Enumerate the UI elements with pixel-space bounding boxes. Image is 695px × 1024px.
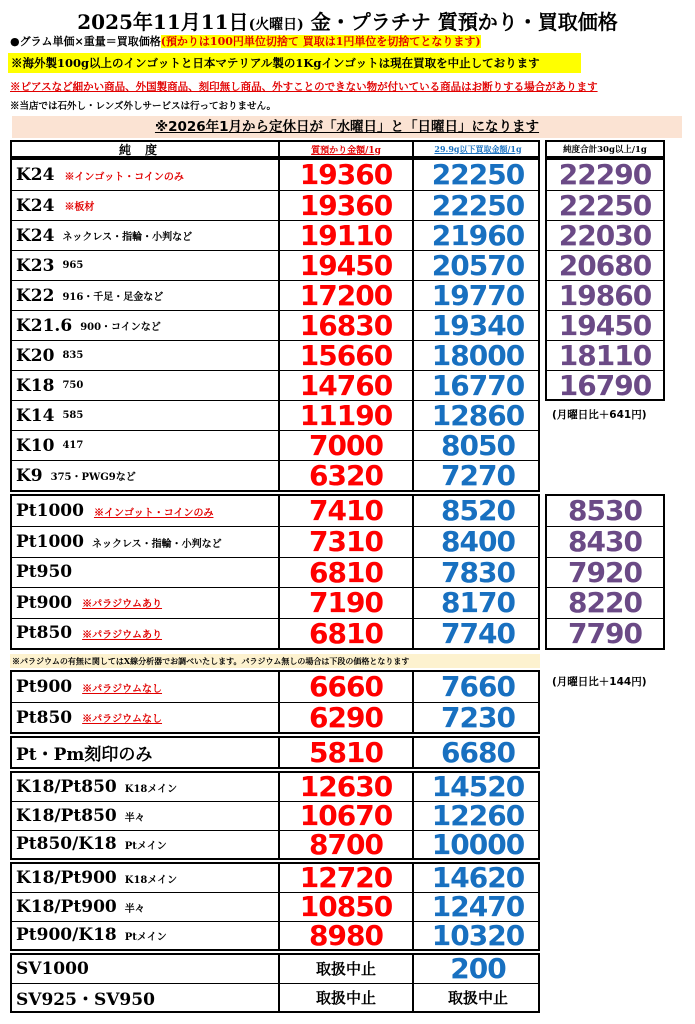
pawn-price: 7310 <box>309 525 383 559</box>
purity-cell <box>12 558 280 587</box>
purity-cell <box>12 588 280 617</box>
silver-price-table <box>10 953 540 1013</box>
column-header-buy: 29.9g以下買取金額/1g <box>434 143 522 154</box>
bulk-price-row <box>547 496 663 526</box>
purity-note: ※パラジウムなし <box>82 683 163 695</box>
purity-cell <box>12 160 280 190</box>
pawn-price: 取扱中止 <box>315 989 376 1007</box>
price-row <box>12 702 538 732</box>
buy-price: 12260 <box>431 799 525 833</box>
purity-label: K24 <box>16 165 55 185</box>
bulk-price: 16790 <box>558 369 652 402</box>
purity-cell <box>12 281 280 310</box>
formula-note-red: (預かりは100円単位切捨て 買取は1円単位を切捨てとなります) <box>160 35 481 48</box>
buy-price: 8170 <box>441 586 515 620</box>
purity-label: K20 <box>16 345 55 366</box>
pawn-price-cell <box>280 616 414 650</box>
purity-label: Pt900/K18 <box>16 925 117 946</box>
price-row <box>12 557 538 587</box>
bulk-price: 19860 <box>558 279 652 312</box>
pawn-price-cell <box>280 311 414 340</box>
purity-note: K18メイン <box>124 783 178 795</box>
pawn-price-cell <box>280 770 414 803</box>
price-row <box>12 983 538 1011</box>
price-row <box>12 770 538 803</box>
price-row <box>12 890 538 924</box>
buy-price-cell <box>414 221 542 250</box>
purity-note: 375・PWG9など <box>50 472 136 483</box>
pawn-price-cell <box>280 555 414 589</box>
price-row <box>12 952 538 985</box>
purity-note: 835 <box>62 350 84 361</box>
price-row <box>12 460 538 490</box>
price-row <box>12 400 538 430</box>
price-row <box>12 618 538 648</box>
buy-price-cell <box>414 371 542 400</box>
buy-price-cell <box>414 952 542 985</box>
purity-note: ※パラジウムあり <box>82 629 163 641</box>
buy-price: 21960 <box>431 219 525 252</box>
price-row <box>12 160 538 190</box>
purity-cell <box>12 864 280 892</box>
buy-price-cell <box>414 770 542 803</box>
pawn-price: 8700 <box>309 827 383 861</box>
purity-label: K24 <box>16 195 55 216</box>
buy-price-cell <box>414 555 542 589</box>
purity-label: K9 <box>16 465 43 486</box>
pawn-price-cell <box>280 861 414 894</box>
bulk-price-row <box>547 618 663 648</box>
purity-label: K18/Pt900 <box>16 897 117 918</box>
pawn-price: 19360 <box>299 189 393 222</box>
purity-note: 417 <box>62 440 84 451</box>
pawn-price: 12630 <box>299 770 393 803</box>
bulk-price-row <box>547 525 663 559</box>
buy-price: 7230 <box>441 701 515 734</box>
palladium-note: ※パラジウムの有無に関してはX線分析器でお調べいたします。パラジウム無しの場合は下段の価格となります <box>10 654 540 668</box>
purity-label: K18/Pt900 <box>16 868 117 889</box>
pawn-price-cell <box>280 221 414 250</box>
pawn-price: 6810 <box>309 555 383 589</box>
pawn-price: 6290 <box>309 701 383 734</box>
purity-note: 965 <box>62 260 84 271</box>
bulk-price: 22250 <box>558 189 652 222</box>
purity-label: K10 <box>16 435 55 456</box>
purity-cell <box>12 703 280 732</box>
purity-cell <box>12 984 280 1011</box>
buy-price: 7740 <box>441 616 515 650</box>
pawn-price: 12720 <box>299 861 393 894</box>
purity-label: K18/Pt850 <box>16 777 117 798</box>
bulk-price: 18110 <box>558 339 652 372</box>
purity-label: K23 <box>16 255 55 276</box>
purity-note: 900・コインなど <box>80 322 161 333</box>
purity-cell <box>12 619 280 648</box>
column-header-purity: 純度 <box>12 142 280 156</box>
pawn-price-cell <box>280 160 414 190</box>
buy-price-cell <box>414 890 542 924</box>
buy-price: 18000 <box>431 339 525 372</box>
buy-price-cell <box>414 525 542 559</box>
pawn-price-cell <box>280 955 414 983</box>
formula-note-text: ●グラム単価×重量＝買取価格 <box>10 35 161 48</box>
bulk-price-row <box>547 160 663 190</box>
buy-price-cell <box>414 160 542 190</box>
buy-price: 8050 <box>441 429 515 462</box>
buy-price-cell <box>414 341 542 370</box>
bulk-price: 8220 <box>568 586 642 620</box>
platinum-no-palladium-table <box>10 670 540 734</box>
pawn-price: 取扱中止 <box>315 960 376 978</box>
bulk-price: 7920 <box>568 555 642 589</box>
ingot-note: ※海外製100g以上のインゴットと日本マテリアル製の1Kgインゴットは現在買取を中止しております <box>8 53 581 73</box>
purity-cell <box>12 401 280 430</box>
purity-note: ネックレス・指輪・小判など <box>91 538 222 550</box>
purity-label: Pt・Pm刻印のみ <box>16 745 153 765</box>
pawn-price: 19360 <box>299 158 393 191</box>
bulk-price: 19450 <box>558 309 652 342</box>
buy-price-cell <box>414 251 542 280</box>
pawn-price-cell <box>280 525 414 559</box>
pawn-price: 17200 <box>299 279 393 312</box>
purity-label: SV925・SV950 <box>16 990 155 1010</box>
pawn-price: 11190 <box>299 399 393 432</box>
bulk-price: 8530 <box>568 494 642 527</box>
pawn-price-cell <box>280 281 414 310</box>
pawn-price-cell <box>280 703 414 732</box>
buy-price: 8520 <box>441 494 515 527</box>
price-row <box>12 190 538 220</box>
buy-price: 19340 <box>431 309 525 342</box>
holiday-banner: ※2026年1月から定休日が「水曜日」と「日曜日」になります <box>12 116 682 138</box>
pawn-price-cell <box>280 984 414 1011</box>
price-row <box>12 799 538 833</box>
purity-cell <box>12 773 280 801</box>
purity-cell <box>12 831 280 858</box>
purity-cell <box>12 738 280 767</box>
price-row <box>12 586 538 620</box>
purity-cell <box>12 341 280 370</box>
platinum-change-note: (月曜日比＋144円) <box>552 676 647 688</box>
bulk-price-row <box>547 190 663 220</box>
price-row <box>12 340 538 370</box>
pawn-price-cell <box>280 799 414 833</box>
pawn-price-cell <box>280 827 414 861</box>
buy-price: 7660 <box>441 670 515 703</box>
purity-note: 750 <box>62 380 84 391</box>
pawn-price-cell <box>280 371 414 400</box>
purity-cell <box>12 221 280 250</box>
buy-price-cell <box>414 431 542 460</box>
buy-price-cell <box>414 799 542 833</box>
pawn-price-cell <box>280 738 414 767</box>
purity-label: SV1000 <box>16 959 89 979</box>
purity-label: Pt900 <box>16 592 73 613</box>
buy-price-cell <box>414 827 542 861</box>
price-row <box>12 672 538 702</box>
buy-price-cell <box>414 984 542 1011</box>
buy-price: 14620 <box>431 861 525 894</box>
pawn-price-cell <box>280 496 414 526</box>
purity-label: K18 <box>16 375 55 396</box>
purity-cell <box>12 431 280 460</box>
purity-cell <box>12 371 280 400</box>
buy-price-cell <box>414 586 542 620</box>
price-row <box>12 525 538 559</box>
purity-label: K24 <box>16 225 55 246</box>
price-row <box>12 370 538 400</box>
purity-note: ※インゴット・コインのみ <box>64 171 184 183</box>
bulk-price-row <box>547 280 663 310</box>
page-title <box>0 6 695 35</box>
price-row <box>12 738 538 767</box>
buy-price: 10000 <box>431 827 525 861</box>
pawn-price: 7190 <box>309 586 383 620</box>
purity-cell <box>12 922 280 949</box>
formula-note <box>10 33 481 49</box>
pawn-price-cell <box>280 431 414 460</box>
purity-label: Pt1000 <box>16 532 84 553</box>
pawn-price-cell <box>280 401 414 430</box>
purity-label: K14 <box>16 405 55 426</box>
purity-cell <box>12 496 280 526</box>
buy-price: 12860 <box>431 399 525 432</box>
pawn-price-cell <box>280 890 414 924</box>
purity-label: K18/Pt850 <box>16 806 117 827</box>
buy-price: 20570 <box>431 249 525 282</box>
purity-cell <box>12 461 280 490</box>
pawn-price: 10850 <box>299 890 393 924</box>
combo-pt900-table <box>10 862 540 951</box>
pawn-price: 19110 <box>299 219 393 252</box>
buy-price-cell <box>414 861 542 894</box>
price-row <box>12 280 538 310</box>
buy-price-cell <box>414 703 542 732</box>
purity-note: ネックレス・指輪・小判など <box>62 232 193 243</box>
purity-label: K22 <box>16 285 55 306</box>
bulk-price: 7790 <box>568 616 642 650</box>
purity-label: Pt1000 <box>16 501 84 522</box>
pawn-price: 7000 <box>309 429 383 462</box>
column-header-bulk: 純度合計30g以上/1g <box>545 140 665 158</box>
pawn-price-cell <box>280 918 414 952</box>
price-row <box>12 310 538 340</box>
purity-cell <box>12 802 280 829</box>
title-day-of-week: (火曜日) <box>248 17 304 33</box>
buy-price: 8400 <box>441 525 515 559</box>
title-text: 金・プラチナ 質預かり・買取価格 <box>310 10 618 34</box>
price-row <box>12 220 538 250</box>
purity-cell <box>12 672 280 702</box>
pawn-price-cell <box>280 586 414 620</box>
buy-price-cell <box>414 401 542 430</box>
buy-price: 22250 <box>431 189 525 222</box>
pawn-price-cell <box>280 461 414 490</box>
bulk-price-row <box>547 220 663 250</box>
pawn-price: 5810 <box>309 736 383 769</box>
buy-price: 10320 <box>431 918 525 952</box>
gold-bulk-price-table <box>545 158 665 401</box>
combo-pt850-table <box>10 771 540 860</box>
purity-cell <box>12 191 280 220</box>
buy-price-cell <box>414 461 542 490</box>
pawn-price: 8980 <box>309 918 383 952</box>
purity-note: 916・千足・足金など <box>62 292 164 303</box>
purity-note: Ptメイン <box>124 840 167 852</box>
purity-note: K18メイン <box>124 874 178 886</box>
bulk-price-row <box>547 586 663 620</box>
buy-price: 200 <box>450 952 506 985</box>
table-header <box>10 140 540 158</box>
buy-price-cell <box>414 311 542 340</box>
pawn-price-cell <box>280 341 414 370</box>
buy-price-cell <box>414 738 542 767</box>
bulk-price: 22030 <box>558 219 652 252</box>
price-row <box>12 861 538 894</box>
buy-price-cell <box>414 616 542 650</box>
buy-price: 22250 <box>431 158 525 191</box>
purity-note: ※板材 <box>64 202 95 213</box>
purity-label: Pt950 <box>16 562 73 583</box>
purity-cell <box>12 893 280 920</box>
pawn-price: 6810 <box>309 616 383 650</box>
buy-price-cell <box>414 496 542 526</box>
purity-cell <box>12 311 280 340</box>
bulk-price: 8430 <box>568 525 642 559</box>
bulk-price-row <box>547 370 663 400</box>
purity-label: Pt900 <box>16 677 73 697</box>
price-row <box>12 827 538 861</box>
buy-price-cell <box>414 281 542 310</box>
price-row <box>12 430 538 460</box>
buy-price: 6680 <box>441 736 515 769</box>
buy-price: 16770 <box>431 369 525 402</box>
pawn-price: 6320 <box>309 459 383 492</box>
bulk-price-row <box>547 340 663 370</box>
pawn-price: 10670 <box>299 799 393 833</box>
purity-cell <box>12 955 280 983</box>
price-row <box>12 918 538 952</box>
platinum-bulk-price-table <box>545 494 665 650</box>
purity-label: K21.6 <box>16 315 73 336</box>
pawn-price-cell <box>280 251 414 280</box>
buy-price-cell <box>414 672 542 702</box>
purity-note: 半々 <box>124 903 145 915</box>
bulk-price: 20680 <box>558 249 652 282</box>
bulk-price: 22290 <box>558 158 652 191</box>
purity-note: Ptメイン <box>124 931 167 943</box>
purity-label: Pt850 <box>16 707 73 728</box>
pawn-price: 6660 <box>309 670 383 703</box>
pawn-price: 15660 <box>299 339 393 372</box>
price-row <box>12 496 538 526</box>
purity-cell <box>12 527 280 556</box>
gold-price-table <box>10 158 540 492</box>
bulk-price-row <box>547 557 663 587</box>
purity-label: Pt850/K18 <box>16 834 117 855</box>
purity-cell <box>12 251 280 280</box>
purity-label: Pt850 <box>16 623 73 644</box>
purity-note: 半々 <box>124 812 145 824</box>
pawn-price-cell <box>280 191 414 220</box>
price-row <box>12 250 538 280</box>
platinum-price-table <box>10 494 540 650</box>
buy-price-cell <box>414 191 542 220</box>
pawn-price: 19450 <box>299 249 393 282</box>
purity-note: ※インゴット・コインのみ <box>93 507 214 519</box>
pawn-price-cell <box>280 672 414 702</box>
pt-pm-stamp-table <box>10 736 540 769</box>
purity-note: ※パラジウムなし <box>82 714 163 725</box>
buy-price: 7830 <box>441 555 515 589</box>
buy-price: 19770 <box>431 279 525 312</box>
pawn-price: 7410 <box>309 494 383 527</box>
purity-note: 585 <box>62 410 84 421</box>
buy-price-cell <box>414 918 542 952</box>
pawn-price: 14760 <box>299 369 393 402</box>
buy-price: 7270 <box>441 459 515 492</box>
purity-note: ※パラジウムあり <box>82 599 163 611</box>
small-items-note: ※ピアスなど細かい商品、外国製商品、刻印無し商品、外すことのできない物が付いている商品はお断りする場合があります <box>10 81 598 93</box>
buy-price: 14520 <box>431 770 525 803</box>
pawn-price: 16830 <box>299 309 393 342</box>
column-header-pawn: 質預かり金額/1g <box>280 142 414 156</box>
bulk-price-row <box>547 310 663 340</box>
stone-removal-note: ※当店では石外し・レンズ外しサービスは行っておりません。 <box>10 101 277 112</box>
buy-price: 取扱中止 <box>447 989 508 1007</box>
buy-price: 12470 <box>431 890 525 924</box>
gold-change-note: (月曜日比＋641円) <box>552 409 647 421</box>
title-date: 2025年11月11日 <box>77 10 249 34</box>
bulk-price-row <box>547 250 663 280</box>
